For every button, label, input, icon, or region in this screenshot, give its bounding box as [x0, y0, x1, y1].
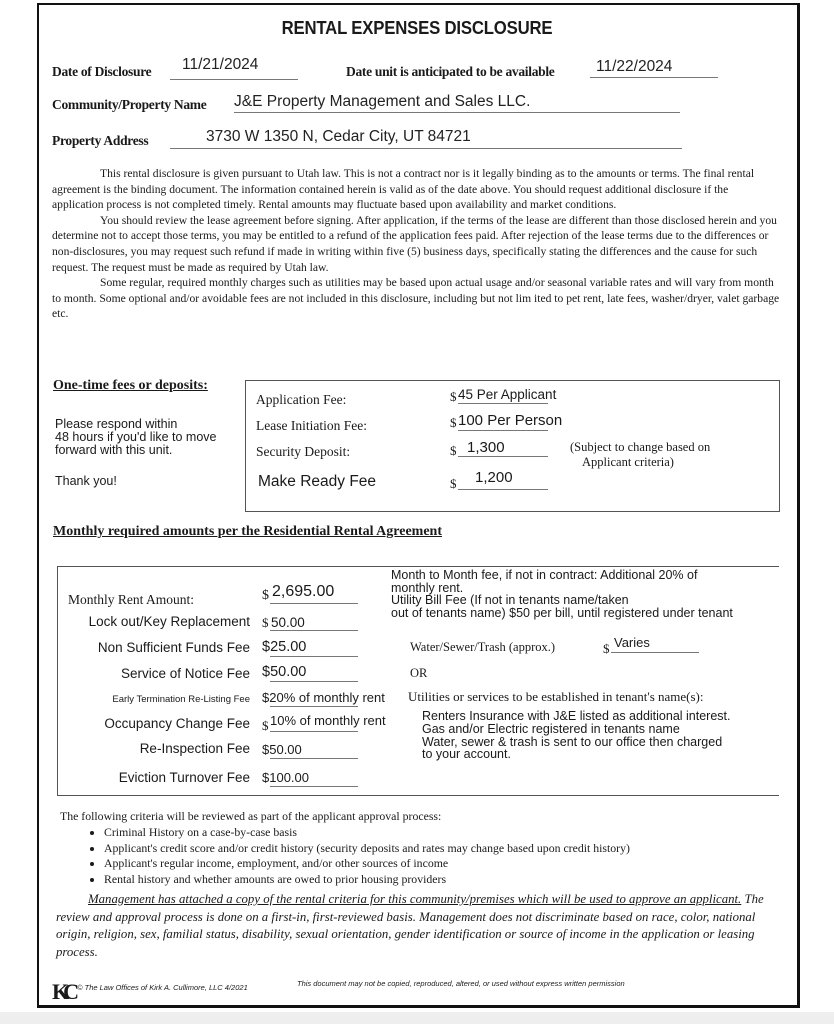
early-termination-fee-line — [270, 706, 358, 707]
early-termination-fee-label: Early Termination Re-Listing Fee — [112, 694, 250, 705]
early-termination-fee-value — [262, 690, 385, 705]
one-time-fees-heading: One-time fees or deposits: — [53, 378, 208, 393]
monthly-note-line: Month to Month fee, if not in contract: Additional 20% of — [391, 568, 698, 582]
deposit-note-line: Applicant criteria) — [582, 455, 674, 469]
reinspection-fee-value — [262, 742, 302, 757]
nsf-fee-label: Non Sufficient Funds Fee — [97, 640, 250, 655]
early-termination-fee-amount: 20% of monthly rent — [269, 690, 385, 705]
intro-paragraph: You should review the lease agreement before signing. After application, if the terms of the lease are different than those disclosed herein and you determine not to accept those terms, you may be entitled to a refund of the application fees paid. After rejection of the lease terms due to the differences or non-disclosures, you may request such refund if made in writing within five (5) business days, specifically stating the differences and the cause for such request. The request must be made as required by Utah law. — [52, 213, 777, 274]
management-statement-rest: The review and approval process is done on a first-in, first-reviewed basis. Management does not discriminate based on race, color, national origin, religion, sex, familial status, disability, sexual orientation, gender identification or source of income in the application or leasing process. — [56, 892, 764, 959]
criteria-intro: The following criteria will be reviewed as part of the applicant approval process: — [60, 809, 442, 823]
currency-symbol: $ — [262, 690, 270, 705]
eviction-turnover-fee-label: Eviction Turnover Fee — [118, 770, 250, 785]
date-of-disclosure-value: 11/21/2024 — [182, 56, 259, 73]
intro-paragraph: Some regular, required monthly charges such as utilities may be based upon actual usage and/or seasonal variable rates and will vary from month to month. Some optional and/or avoidable fees are not included in this disclosure, including but not lim ited to pet rent, late fees, washer/dryer, valet garbage etc. — [52, 276, 780, 321]
management-statement — [56, 891, 784, 961]
make-ready-fee-value: 1,200 — [475, 469, 513, 486]
monthly-rent-label: Monthly Rent Amount: — [68, 592, 195, 607]
water-sewer-trash-line — [611, 652, 699, 653]
application-fee-label: Application Fee: — [256, 392, 347, 407]
respond-note-line: Please respond within — [55, 417, 178, 431]
currency-symbol: $ — [262, 664, 271, 680]
eviction-turnover-fee-line — [270, 786, 358, 787]
service-notice-fee-label: Service of Notice Fee — [120, 666, 250, 681]
occupancy-change-fee-label: Occupancy Change Fee — [104, 716, 250, 731]
utilities-line: Renters Insurance with J&E listed as additional interest. — [422, 709, 731, 723]
service-notice-fee-line — [270, 681, 358, 682]
property-name-value: J&E Property Management and Sales LLC. — [234, 93, 531, 110]
lease-initiation-fee-label: Lease Initiation Fee: — [256, 418, 367, 433]
monthly-amounts-heading: Monthly required amounts per the Residential Rental Agreement — [53, 524, 443, 539]
monthly-rent-line — [270, 603, 358, 604]
currency-symbol: $ — [262, 615, 269, 630]
currency-symbol: $ — [450, 443, 457, 458]
currency-symbol: $ — [603, 641, 610, 656]
monthly-note-line: Utility Bill Fee (If not in tenants name/taken — [391, 593, 629, 607]
security-deposit-value: 1,300 — [467, 439, 505, 456]
thank-you-text: Thank you! — [55, 474, 117, 488]
reinspection-fee-label: Re-Inspection Fee — [139, 741, 250, 756]
date-available-label: Date unit is anticipated to be available — [346, 64, 555, 79]
eviction-turnover-fee-amount: 100.00 — [269, 770, 309, 785]
or-label: OR — [410, 666, 428, 680]
utilities-heading: Utilities or services to be established in tenant's name(s): — [408, 689, 704, 704]
make-ready-fee-line — [458, 489, 548, 490]
currency-symbol: $ — [450, 389, 457, 404]
criteria-item: • Rental history and whether amounts are owed to prior housing providers — [104, 872, 630, 888]
currency-symbol: $ — [262, 718, 269, 733]
security-deposit-line — [458, 456, 548, 457]
reinspection-fee-line — [270, 758, 358, 759]
utilities-line: to your account. — [422, 747, 511, 762]
intro-text — [52, 166, 782, 322]
application-fee-line — [458, 403, 548, 404]
date-available-line — [590, 77, 718, 78]
date-of-disclosure-line — [170, 79, 298, 80]
criteria-item: • Applicant's credit score and/or credit history (security deposits and rates may change based upon credit history) — [104, 841, 630, 857]
currency-symbol: $ — [450, 415, 457, 430]
water-sewer-trash-value: Varies — [614, 635, 650, 650]
respond-note-line: forward with this unit. — [55, 443, 173, 457]
currency-symbol: $ — [450, 476, 457, 491]
criteria-item: • Applicant's regular income, employment, and/or other sources of income — [104, 856, 630, 872]
utilities-line: Gas and/or Electric registered in tenants name — [422, 721, 680, 736]
lockout-value: 50.00 — [271, 615, 305, 630]
copyright-text: © The Law Offices of Kirk A. Cullimore, LLC 4/2021 — [77, 983, 248, 992]
security-deposit-label: Security Deposit: — [256, 444, 351, 459]
respond-note-line: 48 hours if you'd like to move — [55, 430, 217, 444]
monthly-notes — [391, 569, 733, 619]
intro-paragraph: This rental disclosure is given pursuant to Utah law. This is not a contract nor is it legally binding as to the amounts or terms. The final rental agreement is the binding document. The information contained herein is valid as of the date above. You should request additional disclosure if the application process is not completed timely. Rental amounts may fluctuate based upon availability and market conditions. — [52, 167, 755, 212]
date-available-value: 11/22/2024 — [596, 58, 673, 75]
lockout-line — [270, 630, 358, 631]
deposit-note-line: (Subject to change based on — [570, 440, 711, 454]
deposit-note — [570, 440, 710, 470]
date-of-disclosure-label: Date of Disclosure — [52, 64, 152, 79]
criteria-item: • Criminal History on a case-by-case basis — [104, 825, 630, 841]
service-notice-fee-value — [262, 664, 306, 680]
monthly-note-line: out of tenants name) $50 per bill, until registered under tenant — [391, 605, 733, 620]
application-fee-value: 45 Per Applicant — [458, 387, 557, 402]
property-address-value: 3730 W 1350 N, Cedar City, UT 84721 — [206, 128, 471, 145]
service-notice-fee-amount: 50.00 — [270, 664, 307, 680]
respond-note — [55, 418, 217, 457]
utilities-list — [422, 710, 731, 761]
nsf-fee-value — [262, 639, 306, 655]
currency-symbol: $ — [262, 588, 269, 603]
property-name-line — [234, 112, 680, 113]
lease-initiation-fee-line — [458, 430, 548, 431]
currency-symbol: $ — [262, 770, 270, 785]
criteria-section — [60, 809, 630, 888]
currency-symbol: $ — [262, 742, 270, 757]
eviction-turnover-fee-value — [262, 770, 309, 785]
management-statement-underlined: Management has attached a copy of the rental criteria for this community/premises which will be used to approve an applicant. — [88, 892, 742, 906]
copy-notice-text: This document may not be copied, reproduced, altered, or used without express written permission — [297, 979, 625, 988]
kc-logo: KC — [52, 979, 73, 1004]
property-name-label: Community/Property Name — [52, 97, 207, 112]
property-address-label: Property Address — [52, 133, 149, 148]
nsf-fee-amount: 25.00 — [270, 639, 307, 655]
water-sewer-trash-label: Water/Sewer/Trash (approx.) — [410, 640, 556, 654]
occupancy-change-fee-value: 10% of monthly rent — [270, 713, 386, 728]
occupancy-change-fee-line — [270, 731, 358, 732]
nsf-fee-line — [270, 656, 358, 657]
make-ready-fee-label: Make Ready Fee — [258, 473, 377, 490]
lockout-label: Lock out/Key Replacement — [88, 614, 250, 629]
utilities-line: Water, sewer & trash is sent to our office then charged — [422, 734, 723, 749]
page-bottom-strip — [0, 1012, 834, 1024]
monthly-rent-value: 2,695.00 — [272, 583, 335, 600]
currency-symbol: $ — [262, 639, 271, 655]
lease-initiation-fee-value: 100 Per Person — [458, 412, 563, 429]
reinspection-fee-amount: 50.00 — [269, 742, 302, 757]
document-title: RENTAL EXPENSES DISCLOSURE — [281, 18, 553, 38]
property-address-line — [170, 148, 682, 149]
monthly-note-line: monthly rent. — [391, 580, 464, 595]
